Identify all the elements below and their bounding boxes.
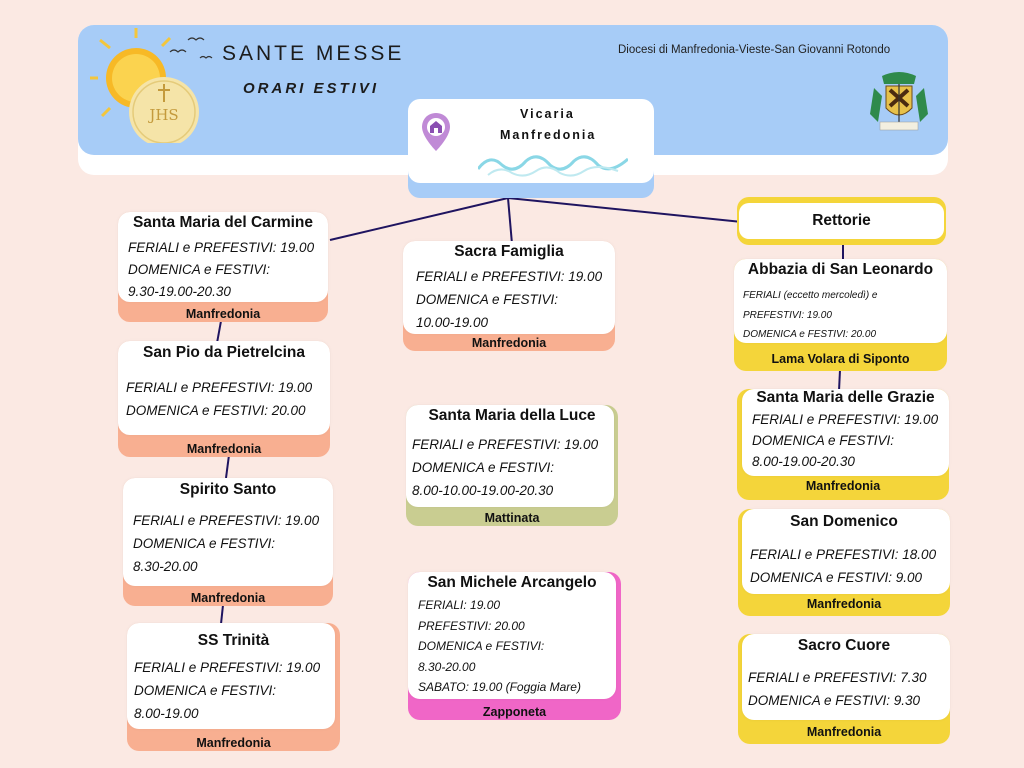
- page-subtitle: ORARI ESTIVI: [243, 80, 380, 97]
- church-card-abbazia-di-san-leonardo: [734, 259, 947, 371]
- church-name: San Michele Arcangelo: [427, 574, 597, 591]
- schedule-line: DOMENICA e FESTIVI:: [133, 536, 276, 551]
- schedule-line: FERIALI e PREFESTIVI: 19.00: [412, 437, 599, 452]
- schedule-block: [412, 433, 598, 502]
- church-card-santa-maria-delle-grazie: [737, 389, 949, 500]
- schedule-line: DOMENICA e FESTIVI:: [752, 433, 895, 448]
- church-name: SS Trinità: [197, 632, 270, 649]
- vicaria-line1: Vicaria: [520, 107, 575, 121]
- vicaria-line2: Manfredonia: [500, 128, 597, 142]
- church-location: Lama Volara di Siponto: [771, 352, 910, 366]
- schedule-block: [133, 509, 319, 578]
- vicaria-node: [408, 99, 654, 198]
- schedule-line: FERIALI: 19.00: [418, 598, 501, 612]
- connector-vicaria-famiglia: [508, 198, 512, 244]
- schedule-line: PREFESTIVI: 20.00: [418, 618, 525, 633]
- waves-icon: [478, 147, 628, 179]
- schedule-line: DOMENICA e FESTIVI: 20.00: [126, 403, 306, 418]
- church-name: San Pio da Pietrelcina: [143, 344, 305, 361]
- church-name: Santa Maria del Carmine: [132, 214, 314, 231]
- schedule-line: FERIALI e PREFESTIVI: 19.00: [752, 412, 939, 427]
- schedule-block: [743, 286, 878, 345]
- schedule-line: FERIALI e PREFESTIVI: 19.00: [133, 513, 320, 528]
- schedule-line: FERIALI (eccetto mercoledì) e: [743, 290, 878, 301]
- schedule-line: 8.30-20.00: [133, 559, 198, 574]
- church-name: Santa Maria della Luce: [428, 407, 596, 424]
- schedule-block: [126, 376, 312, 422]
- church-name: Sacra Famiglia: [454, 243, 564, 260]
- church-name: Sacro Cuore: [797, 637, 891, 654]
- connector-spirito-trinita: [221, 605, 223, 624]
- connector-carmine-pio: [217, 321, 221, 343]
- church-card-san-pio-da-pietrelcina: [118, 341, 330, 457]
- church-location: Mattinata: [484, 511, 540, 525]
- schedule-line: DOMENICA e FESTIVI:: [134, 683, 277, 698]
- schedule-line: 10.00-19.00: [416, 315, 489, 330]
- church-location: Manfredonia: [806, 597, 882, 611]
- church-card-ss-trinita: [127, 623, 340, 751]
- church-pin-icon: [420, 111, 452, 155]
- church-location: Manfredonia: [471, 336, 547, 350]
- schedule-block: [750, 543, 936, 589]
- sun-icon: [90, 28, 220, 143]
- birds-icon: [170, 38, 212, 58]
- connector-pio-spirito: [226, 455, 229, 478]
- schedule-line: FERIALI e PREFESTIVI: 19.00: [416, 269, 603, 284]
- schedule-block: [418, 595, 581, 698]
- church-name: Abbazia di San Leonardo: [747, 261, 934, 278]
- schedule-line: 8.00-19.00-20.30: [752, 454, 855, 469]
- church-location: Zapponeta: [482, 705, 547, 719]
- church-name: San Domenico: [790, 513, 898, 530]
- church-card-spirito-santo: [123, 478, 333, 606]
- church-location: Manfredonia: [185, 307, 261, 321]
- schedule-line: DOMENICA e FESTIVI: 20.00: [743, 329, 877, 340]
- church-location: Manfredonia: [196, 736, 271, 750]
- schedule-line: 8.30-20.00: [418, 659, 476, 674]
- church-location: Manfredonia: [805, 479, 881, 493]
- church-card-santa-maria-del-carmine: [118, 212, 328, 322]
- rettorie-node: [737, 197, 946, 245]
- rettorie-label: Rettorie: [812, 212, 871, 229]
- schedule-line: FERIALI e PREFESTIVI: 18.00: [750, 547, 937, 562]
- connector-vicaria-carmine: [330, 198, 508, 240]
- connector-vicaria-rettorie: [508, 198, 742, 222]
- schedule-line: DOMENICA e FESTIVI:: [416, 292, 559, 307]
- church-name: Spirito Santo: [179, 481, 277, 498]
- schedule-block: [128, 237, 314, 303]
- schedule-block: [748, 666, 927, 712]
- page-title: SANTE MESSE: [222, 42, 405, 65]
- church-card-san-domenico: [738, 509, 950, 616]
- schedule-line: FERIALI e PREFESTIVI: 19.00: [128, 240, 315, 255]
- schedule-line: FERIALI e PREFESTIVI: 19.00: [126, 380, 313, 395]
- schedule-line: PREFESTIVI: 19.00: [743, 309, 832, 321]
- schedule-line: FERIALI e PREFESTIVI: 7.30: [748, 670, 927, 685]
- church-card-sacro-cuore: [738, 634, 950, 744]
- schedule-line: DOMENICA e FESTIVI: 9.00: [750, 570, 923, 585]
- schedule-block: [134, 656, 320, 725]
- church-card-sacra-famiglia: [403, 241, 615, 351]
- schedule-line: FERIALI e PREFESTIVI: 19.00: [134, 660, 321, 675]
- diocese-label: Diocesi di Manfredonia-Vieste-San Giovanni Rotondo: [618, 44, 891, 56]
- church-location: Manfredonia: [186, 442, 262, 456]
- schedule-line: 8.00-10.00-19.00-20.30: [412, 483, 554, 498]
- schedule-line: DOMENICA e FESTIVI:: [412, 460, 555, 475]
- schedule-line: 9.30-19.00-20.30: [128, 284, 231, 299]
- schedule-line: 8.00-19.00: [134, 706, 199, 721]
- schedule-line: SABATO: 19.00 (Foggia Mare): [418, 680, 581, 694]
- church-location: Manfredonia: [190, 591, 266, 605]
- schedule-line: DOMENICA e FESTIVI: 9.30: [748, 693, 921, 708]
- church-card-san-michele-arcangelo: [408, 572, 621, 720]
- schedule-block: [752, 409, 938, 472]
- schedule-line: DOMENICA e FESTIVI:: [418, 639, 545, 653]
- coat-of-arms-icon: [868, 70, 930, 134]
- schedule-line: DOMENICA e FESTIVI:: [128, 262, 271, 277]
- church-card-santa-maria-della-luce: [406, 405, 618, 526]
- schedule-block: [416, 265, 602, 334]
- svg-text:JHS: JHS: [149, 106, 179, 124]
- connector-leonardo-grazie: [839, 370, 840, 391]
- church-location: Manfredonia: [806, 725, 882, 739]
- church-name: Santa Maria delle Grazie: [756, 389, 935, 406]
